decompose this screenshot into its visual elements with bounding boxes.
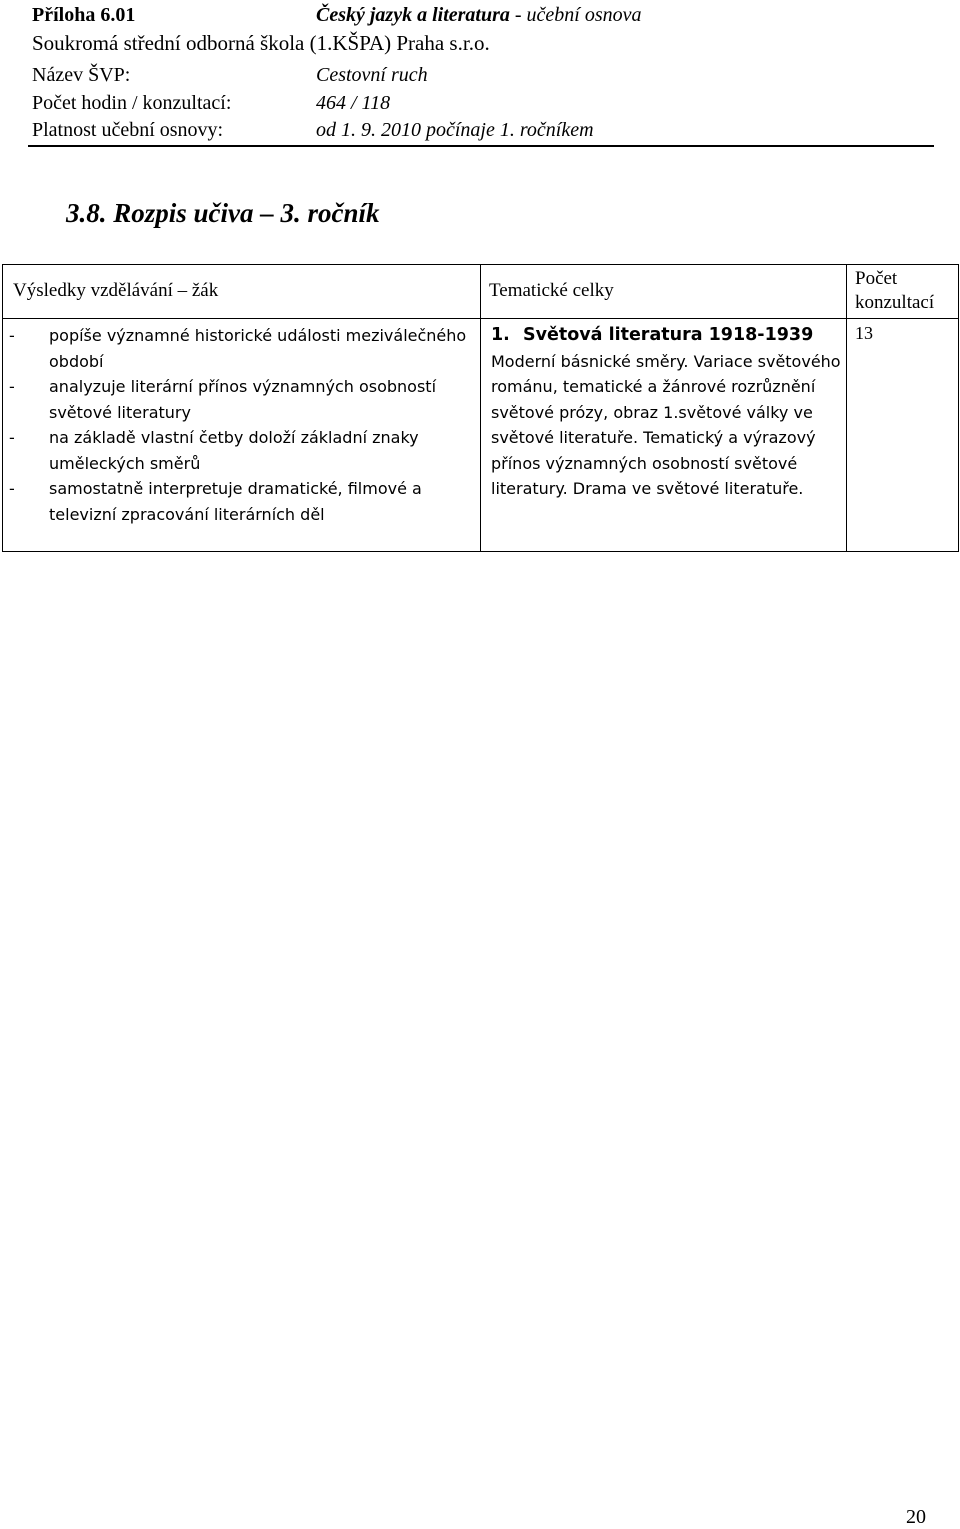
hours-cell: 13: [847, 319, 959, 552]
bullet-dash: -: [9, 428, 15, 447]
curriculum-table: [2, 264, 959, 552]
outcome-text: na základě vlastní četby doloží základní znaky uměleckých směrů: [49, 428, 419, 473]
topics-cell: [481, 319, 847, 552]
list-item: [9, 374, 480, 425]
subject-name: Český jazyk a literatura: [316, 4, 510, 26]
list-item: [9, 476, 480, 527]
program-line: [32, 63, 428, 87]
attachment-label: Příloha 6.01: [32, 4, 136, 26]
bullet-dash: -: [9, 479, 15, 498]
outcome-text: samostatně interpretuje dramatické, filmové a televizní zpracování literárních děl: [49, 479, 422, 524]
page-number: 20: [906, 1506, 926, 1528]
section-title: 3.8. Rozpis učiva – 3. ročník: [66, 198, 380, 228]
col-header-topics: Tematické celky: [481, 265, 847, 319]
school-name: Soukromá střední odborná škola (1.KŠPA) Praha s.r.o.: [32, 31, 490, 55]
list-item: [9, 425, 480, 476]
unit-description: Moderní básnické směry. Variace světového románu, tematické a žánrové rozrůznění světové prózy, obraz 1.světové války ve světové literatuře. Tematický a výrazový přínos významných osobností světové literatury. Drama ve světové literatuře.: [491, 351, 841, 498]
subject-suffix: - učební osnova: [509, 4, 642, 26]
col-header-outcomes: Výsledky vzdělávání – žák: [3, 265, 481, 319]
col-header-hours: Počet konzultací: [847, 265, 959, 319]
validity-line: [32, 118, 594, 142]
unit-title-text: Světová literatura 1918-1939: [523, 325, 814, 345]
attachment-line: [32, 3, 642, 27]
bullet-dash: -: [9, 377, 15, 396]
unit-title: [491, 323, 846, 349]
hours-value: 464 / 118: [316, 92, 391, 114]
hours-line: [32, 91, 391, 115]
validity-label: Platnost učební osnovy:: [32, 119, 224, 141]
unit-number: 1.: [491, 325, 510, 345]
header-divider: [28, 145, 934, 147]
bullet-dash: -: [9, 326, 15, 345]
outcomes-cell: [3, 319, 481, 552]
program-label: Název ŠVP:: [32, 64, 131, 86]
hours-label: Počet hodin / konzultací:: [32, 92, 232, 114]
table-row: [3, 319, 959, 552]
subject-heading: [316, 3, 642, 27]
list-item: [9, 323, 480, 374]
outcome-text: popíše významné historické události meziválečného období: [49, 326, 467, 371]
outcome-text: analyzuje literární přínos významných osobností světové literatury: [49, 377, 437, 422]
table-header-row: [3, 265, 959, 319]
validity-value: od 1. 9. 2010 počínaje 1. ročníkem: [316, 119, 594, 141]
outcomes-list: [9, 323, 480, 527]
program-value: Cestovní ruch: [316, 64, 428, 86]
